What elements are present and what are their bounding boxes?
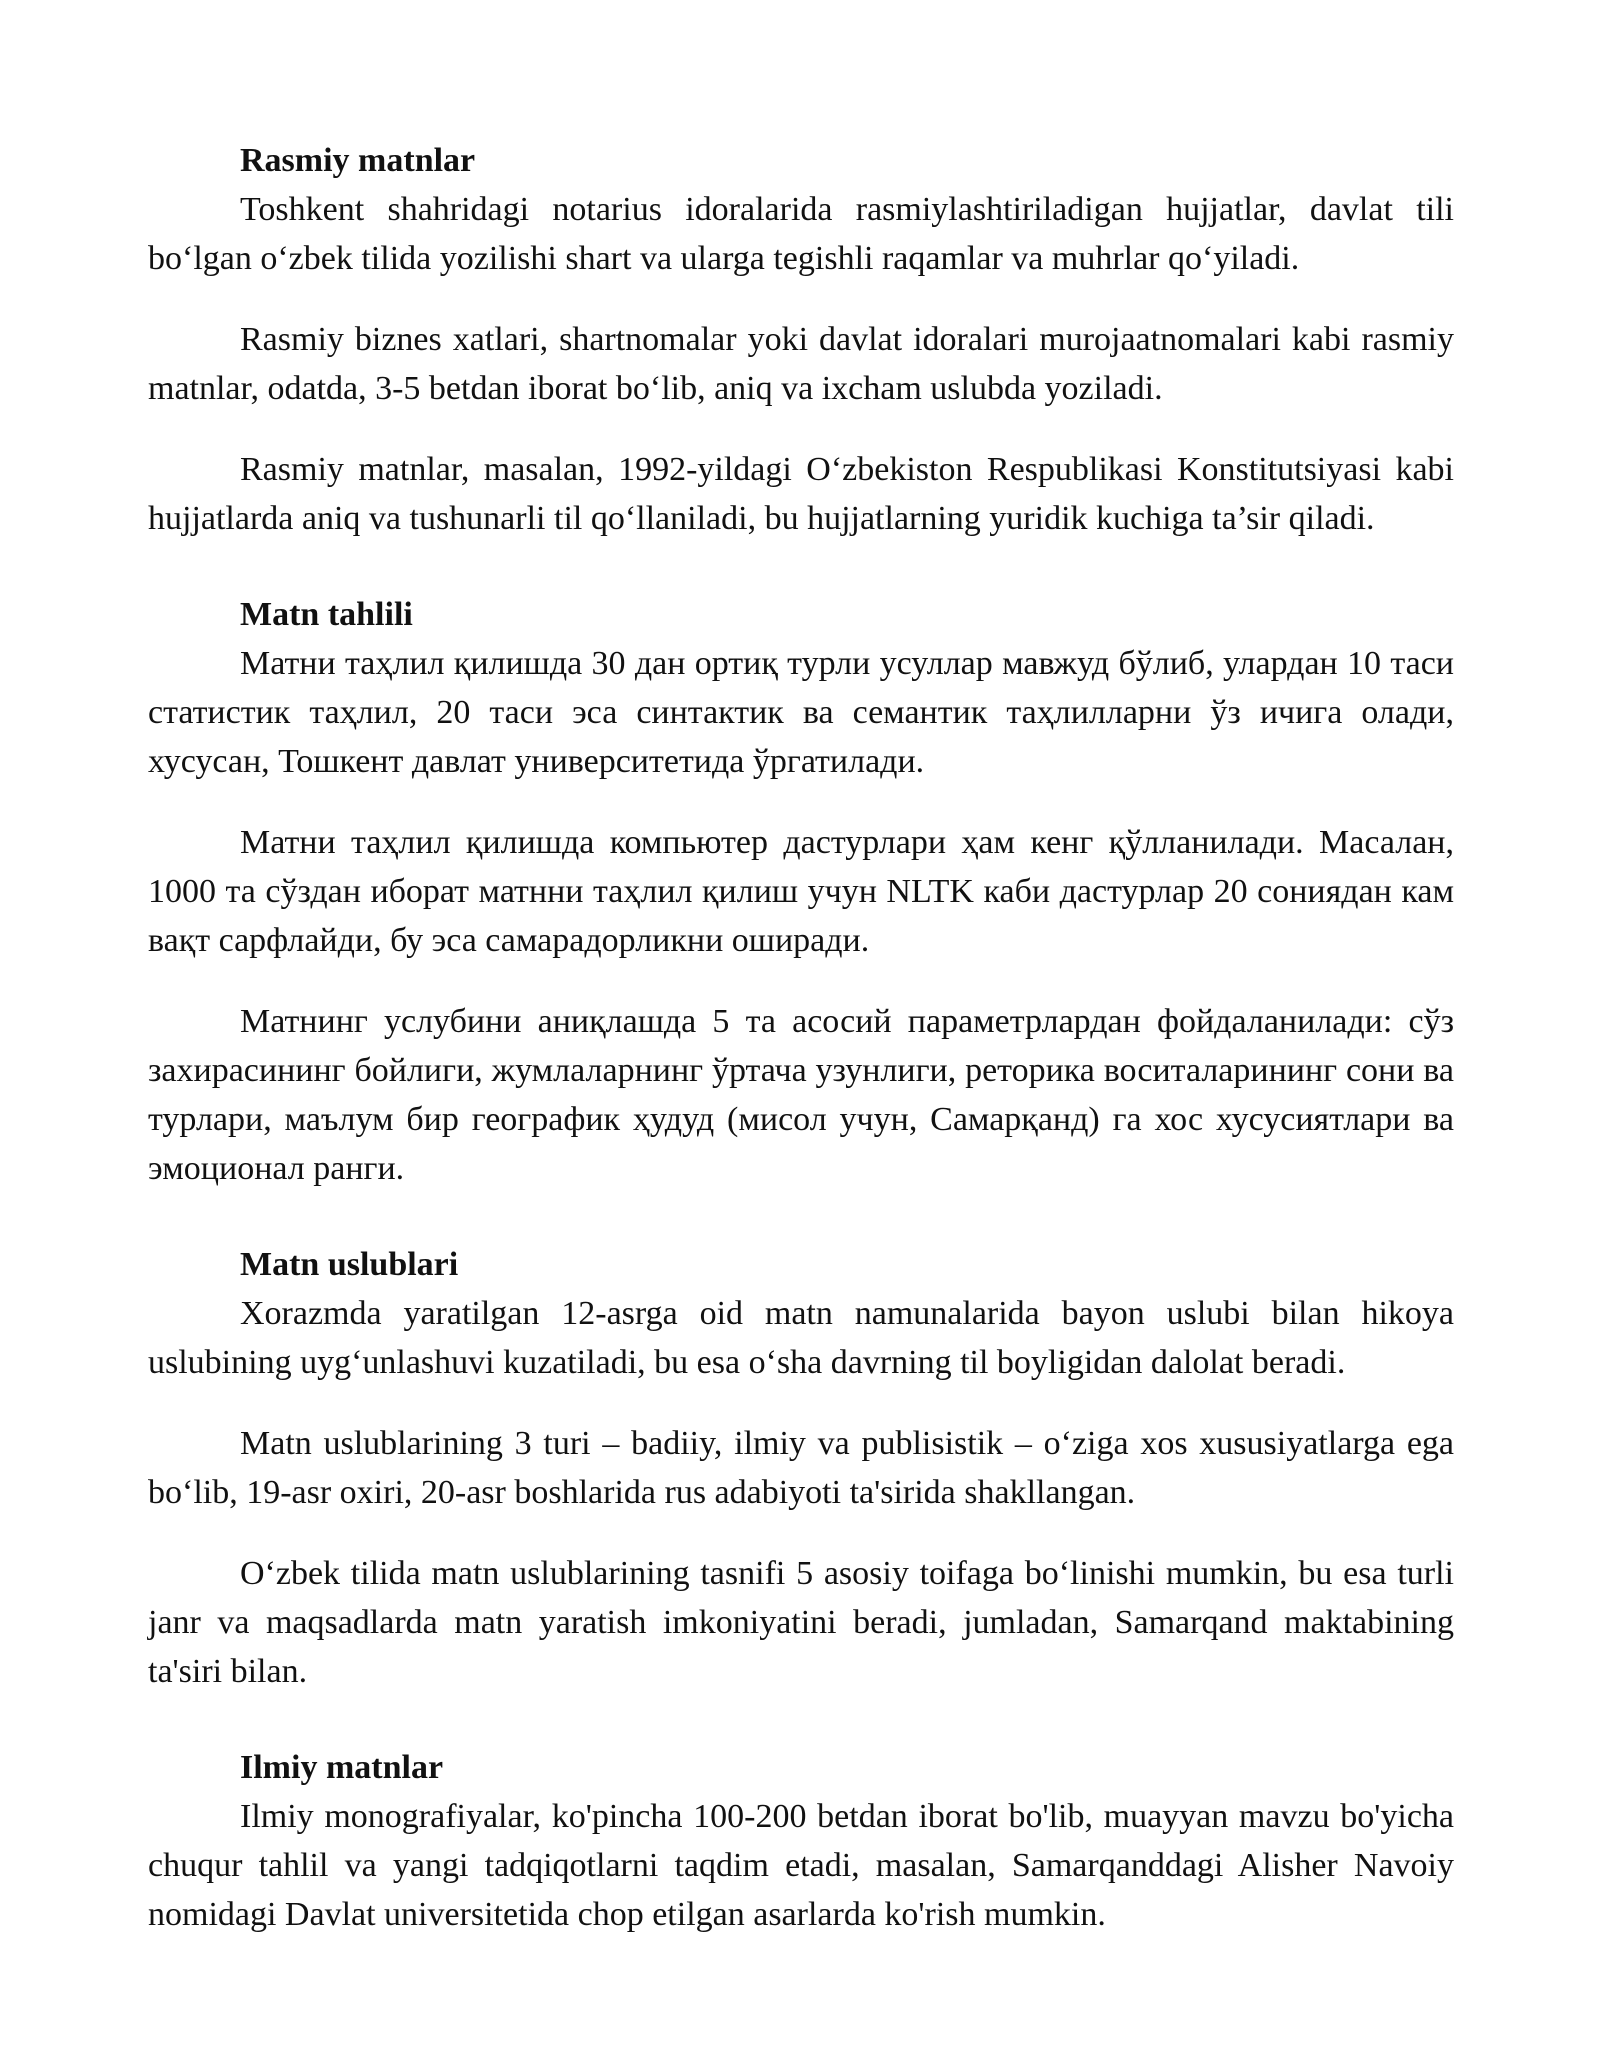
paragraph: Матни таҳлил қилишда компьютер дастурлари ҳам кенг қўлланилади. Масалан, 1000 та сўздан иборат матнни таҳлил қилиш учун NLTK каби дастурлар 20 сониядан кам вақт сарфлайди, бу эса самарадорликни оширади.: [148, 824, 1454, 959]
section-matn-uslublari: [148, 1240, 1454, 1696]
paragraph: Ilmiy monografiyalar, ko'pincha 100-200 betdan iborat bo'lib, muayyan mavzu bo'yicha chuqur tahlil va yangi tadqiqotlarni taqdim etadi, masalan, Samarqanddagi Alisher Navoiy nomidagi Davlat universitetida chop etilgan asarlarda ko'rish mumkin.: [148, 1798, 1454, 1933]
section-ilmiy-matnlar: [148, 1743, 1454, 1939]
paragraph: O‘zbek tilida matn uslublarining tasnifi 5 asosiy toifaga bo‘linishi mumkin, bu esa turli janr va maqsadlarda matn yaratish imkoniyatini beradi, jumladan, Samarqand maktabining ta'siri bilan.: [148, 1555, 1454, 1690]
paragraph: Xorazmda yaratilgan 12-asrga oid matn namunalarida bayon uslubi bilan hikoya uslubining uyg‘unlashuvi kuzatiladi, bu esa o‘sha davrning til boyligidan dalolat beradi.: [148, 1295, 1454, 1381]
section-rasmiy-matnlar: [148, 136, 1454, 543]
paragraph: Rasmiy biznes xatlari, shartnomalar yoki davlat idoralari murojaatnomalari kabi rasmiy matnlar, odatda, 3-5 betdan iborat bo‘lib, aniq va ixcham uslubda yoziladi.: [148, 321, 1454, 407]
section-heading: Matn uslublari: [240, 1246, 459, 1283]
section-heading: Matn tahlili: [240, 596, 413, 633]
paragraph: Toshkent shahridagi notarius idoralarida rasmiylashtiriladigan hujjatlar, davlat tili bo‘lgan o‘zbek tilida yozilishi shart va ularga tegishli raqamlar va muhrlar qo‘yiladi.: [148, 191, 1454, 277]
section-heading: Rasmiy matnlar: [240, 142, 476, 179]
section-heading: Ilmiy matnlar: [240, 1749, 444, 1786]
paragraph: Матни таҳлил қилишда 30 дан ортиқ турли усуллар мавжуд бўлиб, улардан 10 таси статистик таҳлил, 20 таси эса синтактик ва семантик таҳлилларни ўз ичига олади, хусусан, Тошкент давлат университетида ўргатилади.: [148, 645, 1454, 780]
paragraph: Rasmiy matnlar, masalan, 1992-yildagi O‘zbekiston Respublikasi Konstitutsiyasi kabi hujjatlarda aniq va tushunarli til qo‘llaniladi, bu hujjatlarning yuridik kuchiga ta’sir qiladi.: [148, 451, 1454, 537]
paragraph: Матнинг услубини аниқлашда 5 та асосий параметрлардан фойдаланилади: сўз захирасининг бойлиги, жумлаларнинг ўртача узунлиги, реторика воситаларининг сони ва турлари, маълум бир географик ҳудуд (мисол учун, Самарқанд) га хос хусусиятлари ва эмоционал ранги.: [148, 1003, 1454, 1187]
paragraph: Matn uslublarining 3 turi – badiiy, ilmiy va publisistik – o‘ziga xos xususiyatlarga ega bo‘lib, 19-asr oxiri, 20-asr boshlarida rus adabiyoti ta'sirida shakllangan.: [148, 1425, 1454, 1511]
document-page: [148, 136, 1454, 1939]
section-matn-tahlili: [148, 590, 1454, 1193]
